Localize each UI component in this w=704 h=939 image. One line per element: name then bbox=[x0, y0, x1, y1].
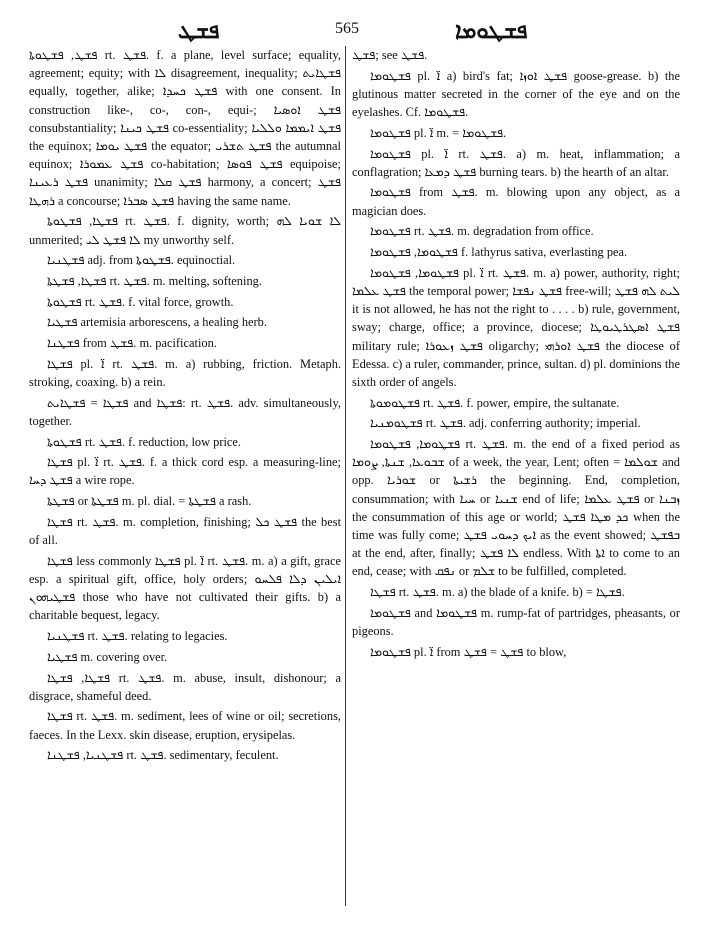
dictionary-entry: ܦܫܛܘܬܐ rt. ܦܫܛ. f. vital force, growth. bbox=[47, 294, 234, 309]
dictionary-entry: ܦܫܛܐ rt. ܦܫܛ. m. completion, finishing; ܦܫܛ ܟܠ the best of all. bbox=[29, 514, 342, 548]
running-head-left: ܦܫܛ bbox=[178, 18, 220, 43]
dictionary-entry: ܦܫܛܘܡܐ pl. ܐ̈ rt. ܦܫܛ. a) m. heat, inflammation; a conflagration; ܦܫܛ ܕܡܥܐ burning tears. b) the hearth of an altar. bbox=[352, 146, 680, 179]
left-column bbox=[29, 46, 341, 767]
dictionary-entry: ܦܫܛܐ rt. ܦܫܛ. m. sediment, lees of wine or oil; secretions, faeces. In the Lexx. skin disease, eruption, erysipelas. bbox=[29, 709, 341, 742]
right-column bbox=[352, 46, 680, 664]
dictionary-entry: ܦܫܛܘܡܐ, ܦܫܛܘܡܐ rt. ܦܫܛ. m. the end of a fixed period as ܫܒܘܥܐ, ܫܢܬܐ, ܨܘܡܐ of a week, the year, Lent; often = ܫܘܠܡܐ and opp. ܫܘܪܝܐ or ܪܫܝܬܐ the beginning. End, completion, consummation; with ܚܝܐ or ܫܢܝܐ end of life; ܦܫܛ ܥܠܡܐ or ܙܒܢܐ the consummation of this age or world; ܟܕ ܡܛܐ ܦܫܛ when the time was fully come; ܐܝܟ ܕܚܘܝ ܦܫܛ as the event showed; ܒܦܫܛ at the end, after, finally; ܠܐ ܦܫܛ endless. With ܐܬܐ to come to an end, cease; with ܢܦܩ or ܫܠܡ to be fulfilled, completed. bbox=[352, 437, 681, 579]
dictionary-entry: ܦܫܛܘܡܐ, ܦܫܛܘܡܐ f. lathyrus sativa, everlasting pea. bbox=[370, 245, 628, 260]
dictionary-entry: ܦܫܛܐ pl. ܐ̈ rt. ܦܫܛ. m. a) rubbing, friction. Metaph. stroking, coaxing. b) a rein. bbox=[29, 356, 341, 389]
page-number: 565 bbox=[335, 20, 359, 37]
dictionary-entry: ܦܫܛܐ less commonly ܦܫܛܐ pl. ܐ̈ rt. ܦܫܛ. m. a) a gift, grace esp. a spiritual gift, office, holy orders; ܐܝܠܝܢ ܕܠܐ ܦܠܚܘ ܦܫܛܝܗܘܢ those who have not cultivated their gifts. b) a charitable bequest, legacy. bbox=[29, 553, 341, 623]
dictionary-entry: ܦܫܛܐ = ܦܫܛܐܝܬ and ܦܫܛܐ: rt. ܦܫܛ. adv. simultaneously, together. bbox=[29, 395, 341, 428]
dictionary-entry: ܦܫܛܐ rt. ܦܫܛ. m. a) the blade of a knife. b) = ܦܫܛܐ. bbox=[370, 585, 625, 600]
dictionary-entry: ܦܫܛܘܬܐ rt. ܦܫܛ. f. reduction, low price. bbox=[47, 434, 242, 449]
dictionary-entry: ܦܫܛܘܡܢܝܐ rt. ܦܫܛ. adj. conferring authority; imperial. bbox=[370, 416, 641, 431]
dictionary-entry: ܦܫܛܢܝܐ adj. from ܦܫܛܘܬܐ. equinoctial. bbox=[47, 253, 236, 268]
dictionary-entry: ܦܫܛܐ, ܦܫܛܬܐ rt. ܦܫܛ. m. melting, softening. bbox=[47, 273, 262, 288]
dictionary-entry: ܦܫܛܘܡܐ pl. ܐ̈ from ܦܫܛ = ܦܫܛ to blow, bbox=[370, 644, 567, 659]
dictionary-entry: ܦܫܛܘܡܐ pl. ܐ̈ m. = ܦܫܛܘܡܐ. bbox=[370, 125, 507, 140]
dictionary-entry: ܦܫܛܘܡܘܬܐ rt. ܦܫܛ. f. power, empire, the sultanate. bbox=[370, 395, 620, 410]
page-header bbox=[0, 14, 704, 46]
column-divider bbox=[345, 46, 346, 906]
running-head-right: ܦܫܛܘܡܐ bbox=[455, 18, 528, 43]
dictionary-entry: ܦܫܛܢܝܐ, ܦܫܛܢܐ rt. ܦܫܛ. sedimentary, feculent. bbox=[47, 748, 279, 763]
dictionary-entry: ܦܫܛܘܡܐ pl. ܐ̈ a) bird's fat; ܦܫܛ ܐܘܙܐ goose-grease. b) the glutinous matter secreted in the corner of the eye and on the eyelashes. Cf. ܦܫܛܘܡܐ. bbox=[352, 68, 681, 120]
dictionary-entry: ܦܫܛܘܡܐ and ܦܫܛܘܡܐ m. rump-fat of partridges, pheasants, or pigeons. bbox=[352, 605, 680, 639]
dictionary-entry: ܦܫܛܝܐ artemisia arborescens, a healing herb. bbox=[47, 315, 267, 330]
dictionary-entry: ܦܫܛ; see ܦܫܛ. bbox=[352, 48, 428, 62]
dictionary-entry: ܦܫܛܐ, ܦܫܛܐ rt. ܦܫܛ. m. abuse, insult, dishonour; a disgrace, shameful deed. bbox=[29, 670, 341, 703]
dictionary-entry: ܦܫܛܘܡܐ from ܦܫܛ. m. blowing upon any object, as a magician does. bbox=[352, 185, 680, 218]
dictionary-entry: ܦܫܛܐ, ܦܫܛܘܬܐ rt. ܦܫܛ. f. dignity, worth; ܠܐ ܫܘܝܐ ܠܗ unmerited; ܠܐ ܦܫܛ ܠܝ my unworthy self. bbox=[29, 214, 341, 247]
dictionary-entry: ܦܫܛ, ܦܫܛܘܬܐ rt. ܦܫܛ. f. a plane, level surface; equality, agreement; equity; with ܠܐ disagreement, inequality; ܦܫܛܐܝܬ equally, together, alike; ܦܫܛ ܟܚܕܐ with one consent. In construction like-, co-, con-, equi-; ܦܫܛ ܐܘܣܝܐ consubstantiality; ܦܫܛ ܟܝܢܐ co-essentiality; ܦܫܛ ܐܝܡܡܐ ܘܠܠܝܐ the equinox; ܦܫܛ ܝܘܡܐ the equator; ܦܫܛ ܬܫܪܝ the autumnal equinox; ܦܫܛ ܥܡܘܪܐ co-habitation; ܦܫܛ ܦܘܣܐ equipoise; ܦܫܛ ܪܥܝܢܐ unanimity; ܦܫܛ ܩܠܐ harmony, a concert; ܦܫܛ ܪܗܛܐ a concourse; ܦܫܛ ܣܒܪܐ having the same name. bbox=[29, 48, 342, 208]
dictionary-entry: ܦܫܛܘܡܐ rt. ܦܫܛ. m. degradation from office. bbox=[370, 224, 594, 239]
dictionary-entry: ܦܫܛܢܝܐ rt. ܦܫܛ. relating to legacies. bbox=[47, 629, 228, 644]
dictionary-entry: ܦܫܛܝܐ m. covering over. bbox=[47, 649, 168, 664]
dictionary-entry: ܦܫܛܬܐ or ܦܫܛܬܐ m. pl. dial. = ܦܫܛܬܐ a rash. bbox=[47, 494, 252, 509]
dictionary-entry: ܦܫܛܐ pl. ܐ̈ rt. ܦܫܛ. f. a thick cord esp. a measuring-line; ܦܫܛ ܕܚܐ a wire rope. bbox=[29, 455, 341, 488]
dictionary-entry: ܦܫܛܘܡܐ, ܦܫܛܘܡܐ pl. ܐ̈ rt. ܦܫܛ. m. a) power, authority, right; ܦܫܛ ܥܠܡܐ the temporal power; ܦܫܛ ܢܦܫܐ free-will; ܠܝܬ ܠܗ ܦܫܛ it is not allowed, he has not the right to . . . . b) rule, government, sway; charge, office; a province, diocese; ܦܫܛ ܐܣܛܪܛܝܘܛܐ military rule; ܦܫܛ ܙܥܘܪܐ oligarchy; ܦܫܛ ܐܘܪܗܝ the diocese of Edessa. c) a ruler, commander, prince, sultan. d) pl. dominions the sixth order of angels. bbox=[352, 265, 680, 389]
dictionary-entry: ܦܫܛܢܐ from ܦܫܛ. m. pacification. bbox=[47, 336, 217, 351]
